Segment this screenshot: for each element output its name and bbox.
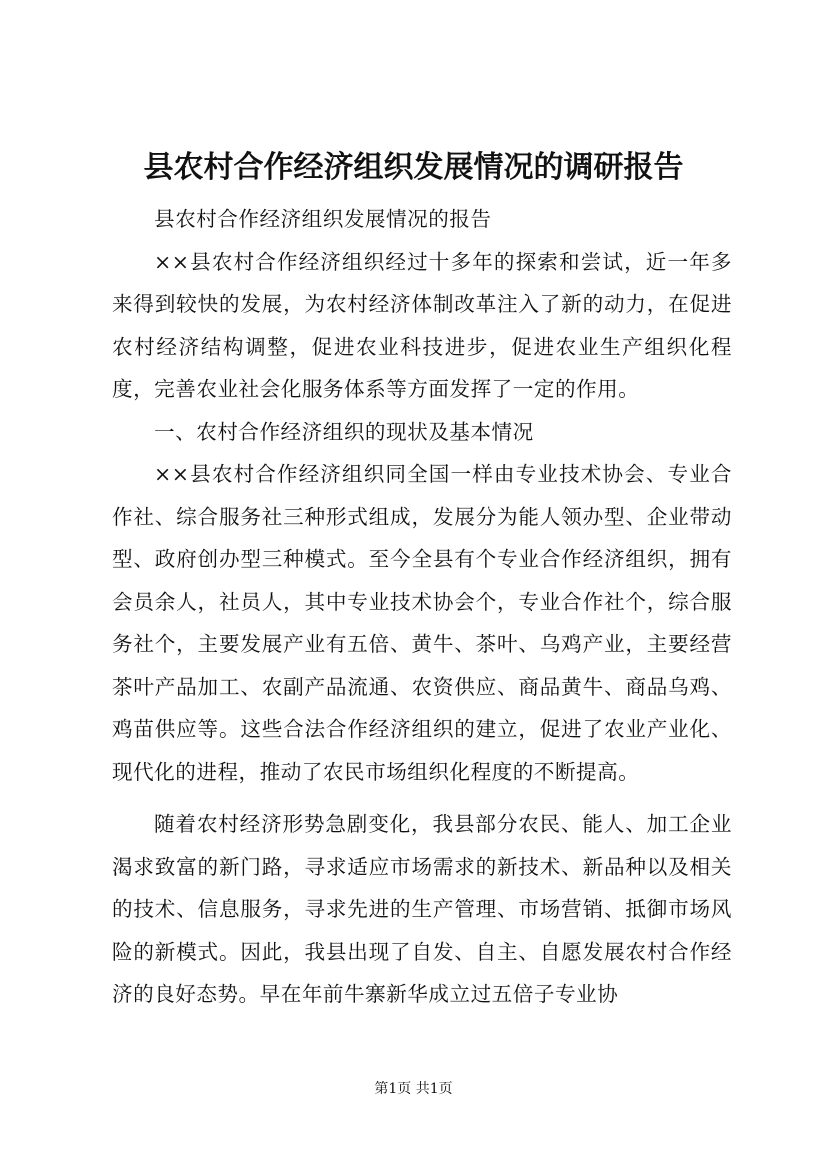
document-title: 县农村合作经济组织发展情况的调研报告: [143, 150, 684, 185]
section-heading: 一、农村合作经济组织的现状及基本情况: [154, 419, 534, 444]
subtitle-paragraph: 县农村合作经济组织发展情况的报告: [154, 207, 492, 231]
document-body: [112, 198, 732, 1016]
page-footer: 第1页 共1页: [374, 1081, 453, 1097]
development-paragraph: 随着农村经济形势急剧变化，我县部分农民、能人、加工企业渴求致富的新门路，寻求适应市场需求的新技术、新品种以及相关的技术、信息服务，寻求先进的生产管理、市场营销、抵御市场风险的新模式。因此，我县出现了自发、自主、自愿发展农村合作经济的良好态势。早在年前牛寨新华成立过五倍子专业协: [112, 812, 732, 1006]
status-paragraph: ××县农村合作经济组织同全国一样由专业技术协会、专业合作社、综合服务社三种形式组成，发展分为能人领办型、企业带动型、政府创办型三种模式。至今全县有个专业合作经济组织，拥有会员余人，社员人，其中专业技术协会个，专业合作社个，综合服务社个，主要发展产业有五倍、黄牛、茶叶、乌鸡产业，主要经营茶叶产品加工、农副产品流通、农资供应、商品黄牛、商品乌鸡、鸡苗供应等。这些合法合作经济组织的建立，促进了农业产业化、现代化的进程，推动了农民市场组织化程度的不断提高。: [112, 462, 732, 784]
intro-paragraph: ××县农村合作经济组织经过十多年的探索和尝试，近一年多来得到较快的发展，为农村经济体制改革注入了新的动力，在促进农村经济结构调整，促进农业科技进步，促进农业生产组织化程度，完善农业社会化服务体系等方面发挥了一定的作用。: [112, 249, 732, 401]
